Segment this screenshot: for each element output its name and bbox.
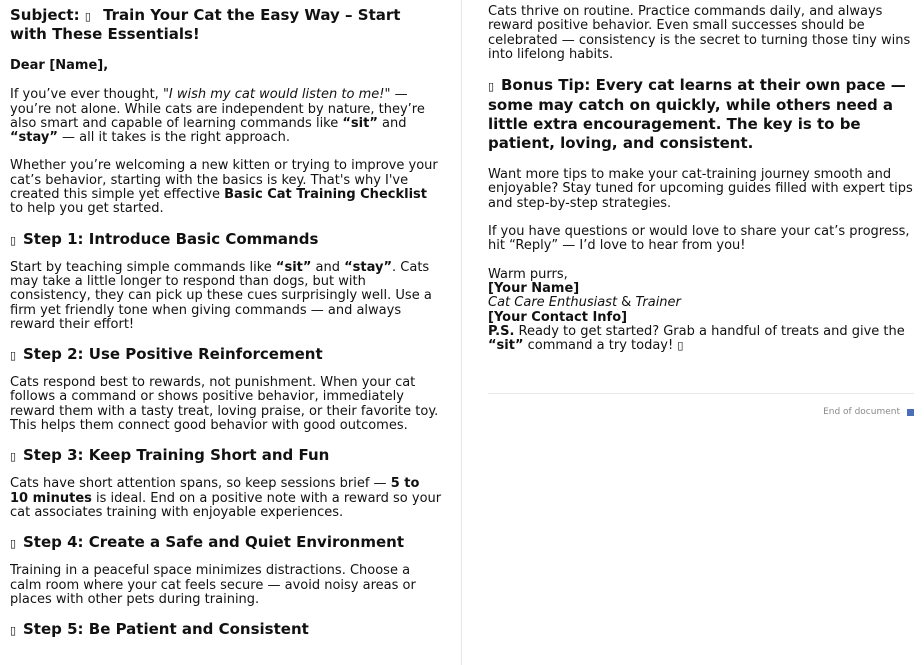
questions-paragraph: If you have questions or would love to share your cat’s progress, hit “Reply” — I’d love to hear from you!: [488, 224, 910, 254]
step-1-heading: ▯ Step 1: Introduce Basic Commands: [10, 229, 319, 248]
checkbox-icon: ▯: [10, 349, 17, 363]
left-column: [10, 0, 442, 665]
step-5-body: Cats thrive on routine. Practice commands daily, and always reward positive behavior. Even small successes should be celebrated — consistency is the secret to turning those tiny wins into lifelong habits.: [488, 4, 911, 62]
checklist-title: Basic Cat Training Checklist: [224, 187, 427, 203]
greeting: Dear [Name],: [10, 58, 109, 73]
footer-rule: [488, 393, 914, 394]
subject-emoji-icon: ▯: [84, 10, 91, 23]
step-3-body: Cats have short attention spans, so keep sessions brief — 5 to 10 minutes is ideal. End on a positive note with a reward so your cat associates training with enjoyable experiences.: [10, 476, 442, 520]
step-1-body: Start by teaching simple commands like “sit” and “stay”. Cats may take a little longer to respond than dogs, but with consistency, they can pick up these cues surprisingly well. Use a firm yet friendly tone when giving commands — and always reward their effort!: [10, 259, 432, 332]
more-tips-paragraph: Want more tips to make your cat-training journey smooth and enjoyable? Stay tuned for upcoming guides filled with expert tips and step-by-step strategies.: [488, 167, 913, 211]
step-4-body: Training in a peaceful space minimizes distractions. Choose a calm room where your cat feels secure — avoid noisy areas or places with other pets during training.: [10, 563, 416, 607]
closing: Warm purrs,: [488, 266, 568, 282]
right-column: [488, 0, 914, 665]
checkbox-icon: ▯: [10, 624, 17, 638]
sit-command: “sit”: [342, 115, 378, 131]
step-3-heading: ▯ Step 3: Keep Training Short and Fun: [10, 446, 330, 465]
checkbox-icon: ▯: [10, 233, 17, 247]
sender-contact: [Your Contact Info]: [488, 309, 628, 325]
session-length: 5 to 10 minutes: [10, 476, 420, 506]
intro-paragraph-2: Whether you’re welcoming a new kitten or trying to improve your cat’s behavior, starting with the basics is key. That's why I've created this simple yet effective Basic Cat Training Checklist to help you get started.: [10, 158, 438, 217]
step-2-body: Cats respond best to rewards, not punishment. When your cat follows a command or shows positive behavior, immediately reward them with a tasty treat, loving praise, or their favorite toy. This helps them connect good behavior with good outcomes.: [10, 375, 439, 434]
step-5-heading: ▯ Step 5: Be Patient and Consistent: [10, 620, 309, 639]
bonus-tip: ▯ Bonus Tip: Every cat learns at their own pace — some may catch on quickly, while others need a little extra encouragement. The key is to be patient, loving, and consistent.: [488, 76, 906, 153]
ps-emoji-icon: ▯: [677, 339, 684, 353]
checkbox-icon: ▯: [10, 450, 17, 464]
signature-block: [488, 268, 914, 354]
step-2-heading: ▯ Step 2: Use Positive Reinforcement: [10, 345, 323, 364]
end-marker-icon: [907, 409, 914, 416]
email-subject: [10, 7, 442, 43]
document-footer: [488, 405, 914, 419]
subject-prefix: Subject:: [10, 6, 80, 24]
column-divider: [461, 0, 462, 665]
sender-name: [Your Name]: [488, 280, 580, 296]
subject-text: Train Your Cat the Easy Way – Start with These Essentials!: [10, 6, 401, 43]
end-of-document-label: End of document: [823, 407, 900, 418]
step-4-heading: ▯ Step 4: Create a Safe and Quiet Environment: [10, 533, 404, 552]
bonus-emoji-icon: ▯: [488, 80, 495, 94]
postscript: P.S. Ready to get started? Grab a handful of treats and give the “sit” command a try today! ▯: [488, 323, 905, 354]
checkbox-icon: ▯: [10, 537, 17, 551]
intro-paragraph: If you’ve ever thought, "I wish my cat would listen to me!" — you’re not alone. While cats are independent by nature, they’re also smart and capable of learning commands like “sit” and “stay” — all it takes is the right approach.: [10, 87, 425, 146]
sender-role: Cat Care Enthusiast & Trainer: [488, 295, 681, 311]
stay-command: “stay”: [10, 130, 58, 146]
intro-quote: "I wish my cat would listen to me!": [162, 87, 391, 103]
